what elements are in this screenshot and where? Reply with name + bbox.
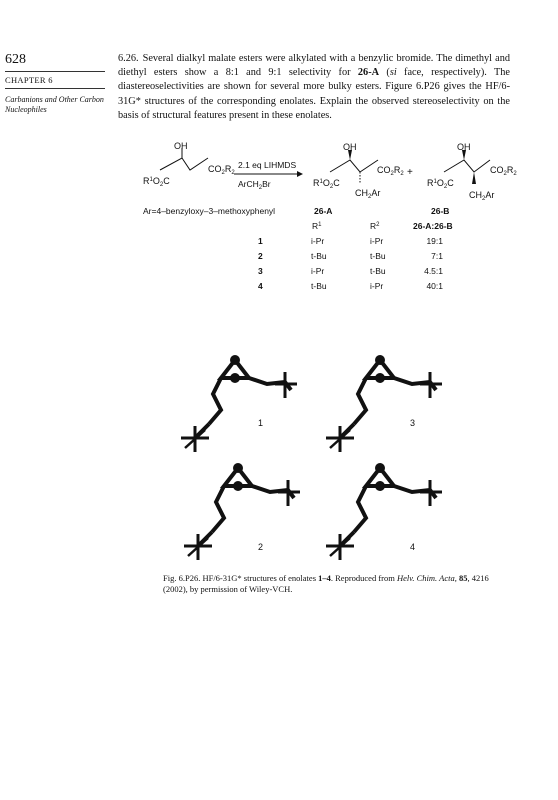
- caption-label: Fig. 6.P26.: [163, 573, 201, 583]
- product-a-oh: OH: [343, 142, 357, 152]
- product-a-r1o2c: $R^1O_2C$: [313, 178, 340, 190]
- enolate-structure-1: [181, 355, 297, 452]
- row-ratio: 19:1: [426, 236, 443, 246]
- product-b-ch2ar: $CH_2Ar$: [469, 190, 495, 202]
- reactant-co2r2: $CO_2R_2$: [208, 164, 235, 176]
- reactant-oh: OH: [174, 141, 188, 151]
- row-r1: t-Bu: [311, 281, 327, 291]
- product-ref-26a: 26-A: [357, 67, 380, 79]
- structure-label-2: 2: [258, 542, 264, 552]
- product-b-co2r2: $CO_2R_2$: [490, 165, 517, 177]
- row-number: 2: [258, 251, 263, 261]
- row-r2: t-Bu: [370, 266, 386, 276]
- divider-top: [5, 71, 105, 72]
- row-r1: t-Bu: [311, 251, 327, 261]
- problem-text: [118, 52, 510, 123]
- row-r2: i-Pr: [370, 236, 384, 246]
- caption-bold-range: 1–4: [318, 573, 331, 583]
- row-ratio: 4.5:1: [424, 266, 443, 276]
- chapter-subtitle: Carbanions and Other Carbon Nucleophiles: [5, 95, 104, 114]
- structure-label-1: 1: [258, 418, 264, 428]
- table-header-ratio: 26-A:26-B: [413, 221, 453, 231]
- table-header-r1: $R^1$: [312, 221, 322, 231]
- structure-label-3: 3: [410, 418, 416, 428]
- product-a-ch2ar: $CH_2Ar$: [355, 188, 381, 200]
- caption-text-d: , 4216 (2002), by permission of Wiley-VCH.: [163, 573, 489, 594]
- problem-number: 6.26.: [118, 53, 139, 64]
- row-r1: i-Pr: [311, 236, 325, 246]
- divider-bottom: [5, 88, 105, 89]
- table-header-r2: $R^2$: [370, 221, 380, 231]
- row-number: 4: [258, 281, 263, 291]
- product-b-oh: OH: [457, 142, 471, 152]
- row-r2: i-Pr: [370, 281, 384, 291]
- selectivity-table: [258, 221, 453, 291]
- reactant-r1o2c: $R^1O_2C$: [143, 176, 170, 188]
- problem-text-a: Several dialkyl malate esters were alkylated with a benzylic bromide. The dimethyl and diethyl esters show a 8:1 and 9:1 selectivity for: [118, 53, 510, 79]
- reactant-structure: [143, 141, 235, 188]
- row-number: 3: [258, 266, 263, 276]
- caption-text-b: . Reproduced from: [330, 573, 397, 583]
- product-b-r1o2c: $R^1O_2C$: [427, 178, 454, 190]
- enolate-structure-2: [184, 463, 300, 560]
- structure-label-4: 4: [410, 542, 416, 552]
- structures-figure: [160, 340, 460, 565]
- product-a-co2r2: $CO_2R_2$: [377, 165, 404, 177]
- problem-text-c: face, respectively). The diastereoselectivities are shown for several more bulky esters. Figure 6.P26 gives the HF/6-31G* structures of the corresponding enolates. Explain the observed stereoselectivity on the basis of structural features present in these enolates.: [118, 67, 510, 121]
- product-a-label: 26-A: [314, 206, 333, 216]
- enolate-structure-3: [326, 355, 442, 452]
- caption-journal: Helv. Chim. Acta: [396, 573, 455, 583]
- row-r2: t-Bu: [370, 251, 386, 261]
- page-number: 628: [5, 52, 26, 67]
- product-26b-structure: [427, 142, 517, 202]
- row-r1: i-Pr: [311, 266, 325, 276]
- problem-text-b: (: [379, 67, 390, 79]
- caption-text-c: ,: [454, 573, 459, 583]
- caption-volume: 85: [458, 573, 468, 583]
- row-ratio: 7:1: [431, 251, 443, 261]
- figure-caption: [163, 573, 503, 595]
- reaction-scheme: [0, 140, 558, 300]
- plus-sign: +: [407, 167, 413, 178]
- product-b-label: 26-B: [431, 206, 450, 216]
- caption-text-a: HF/6-31G* structures of enolates: [200, 573, 319, 583]
- reagent-top: 2.1 eq LIHMDS: [238, 160, 297, 170]
- arrowhead: [297, 171, 303, 177]
- product-26a-structure: [313, 142, 404, 200]
- row-ratio: 40:1: [426, 281, 443, 291]
- ar-definition: Ar=4–benzyloxy–3–methoxyphenyl: [143, 206, 276, 216]
- si-face: si: [389, 67, 397, 79]
- chapter-label: CHAPTER 6: [5, 75, 53, 85]
- enolate-structure-4: [326, 463, 442, 560]
- row-number: 1: [258, 236, 263, 246]
- reagent-bottom: ArCH$_2$Br: [238, 179, 271, 191]
